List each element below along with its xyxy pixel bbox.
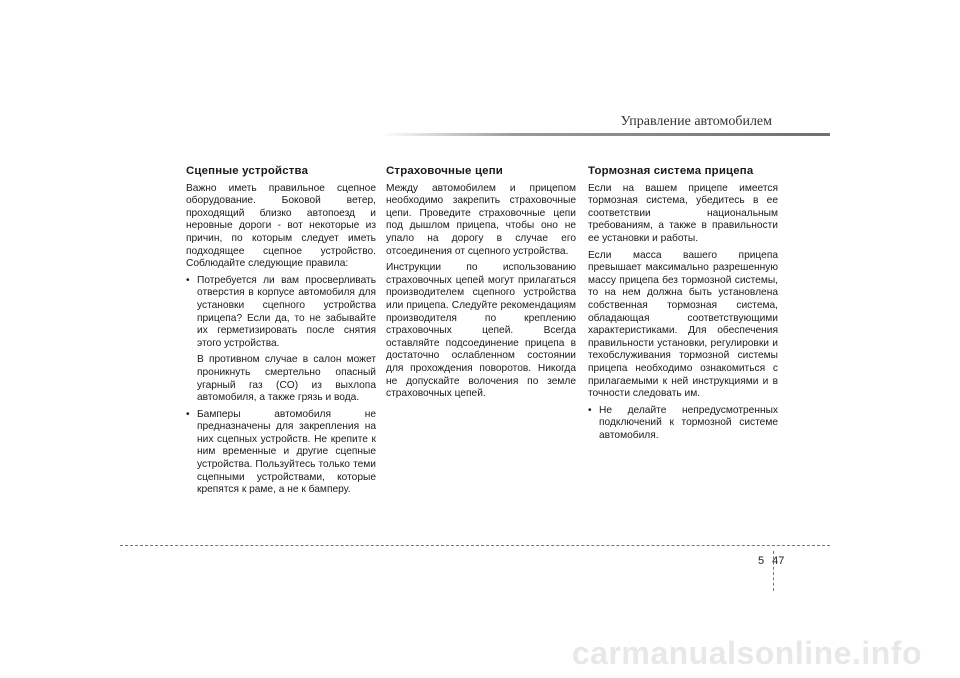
section-heading-trailer-brakes: Тормозная система прицепа — [588, 165, 754, 177]
column-hitch — [186, 165, 376, 501]
section-heading-hitch: Сцепные устройства — [186, 165, 309, 177]
hitch-bullet-2 — [186, 409, 376, 497]
hitch-bullets — [186, 275, 376, 497]
section-heading-safety-chains: Страховочные цепи — [386, 165, 503, 177]
hitch-intro: Важно иметь правильное сцепное оборудование. Боковой ветер, проходящий близко автопоезд и неровные дороги - вот некоторые из причин, по которым следует иметь подходящее сцепное устройство. Соблюдайте следующие правила: — [186, 182, 376, 270]
safety-chains-paragraph-2: Инструкции по использованию страховочных цепей могут прилагаться производителем сцепного устройства или прицепа. Следуйте рекомендациям производителя по креплению страховочных цепей. Всегда оставляйте подсоединение прицепа в достаточно ослабленном состоянии для прохождения поворотов. Никогда не допускайте волочения по земле страховочных цепей. — [386, 262, 576, 400]
footer-rule — [120, 545, 830, 546]
hitch-bullet-1 — [186, 275, 376, 405]
trailer-brakes-bullet-1-text: Не делайте непредусмотренных подключений к тормозной системе автомобиля. — [599, 404, 778, 441]
hitch-bullet-1-text: • Потребуется ли вам просверливать отверстия в корпусе автомобиля для установки сцепного устройства прицепа? Если да, то не забывайте их герметизировать после снятия этого устройства. — [197, 274, 376, 349]
page-number-value: 47 — [772, 555, 785, 567]
page-header-title: Управление автомобилем — [620, 114, 772, 129]
column-safety-chains — [386, 165, 576, 405]
safety-chains-paragraph-1: Между автомобилем и прицепом необходимо закрепить страховочные цепи. Проведите страховочные цепи под дышлом прицепа, чтобы оно не упало на дорогу в случае его отсоединения от сцепного устройства. — [386, 182, 576, 257]
watermark-text: carmanualsonline.info — [571, 635, 922, 671]
trailer-brakes-bullet-1 — [588, 405, 778, 443]
hitch-bullet-2-text: Бамперы автомобиля не предназначены для закрепления на них сцепных устройств. Не крепите к ним временные и другие сцепные устройства. Пользуйтесь только теми сцепными устройствами, которые крепятся к раме, а не к бамперу. — [197, 408, 376, 496]
column-trailer-brakes — [588, 165, 778, 446]
chapter-number: 5 — [758, 555, 765, 567]
hitch-bullet-1-note: В противном случае в салон может проникнуть смертельно опасный угарный газ (CO) из выхлопа автомобиля, а также грязь и вода. — [197, 354, 376, 404]
trailer-brakes-bullets — [588, 405, 778, 443]
trailer-brakes-paragraph-2: Если масса вашего прицепа превышает максимально разрешенную массу прицепа без тормозной системы, то на нем должна быть установлена собственная тормозная система, обладающая соответствующими характеристиками. Для обеспечения правильности установки, регулировки и техобслуживания тормозной системы прицепа необходимо ознакомиться с прилагаемыми к ней инструкциями и в точности следовать им. — [588, 249, 778, 400]
trailer-brakes-paragraph-1: Если на вашем прицепе имеется тормозная система, убедитесь в ее соответствии национальным требованиям, а также в правильности ее установки и работы. — [588, 182, 778, 244]
header-rule — [382, 133, 830, 136]
page-number — [758, 555, 784, 567]
